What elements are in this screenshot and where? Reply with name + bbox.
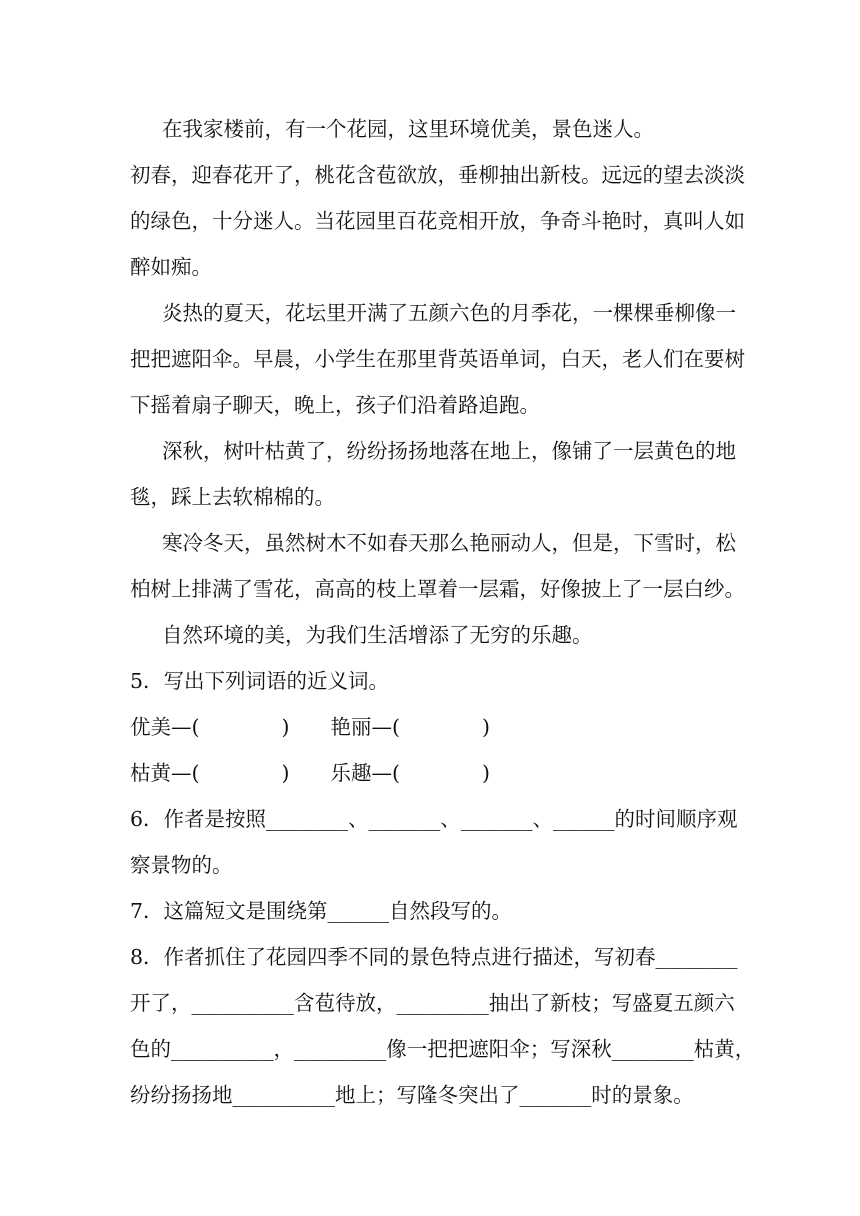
passage-line: 在我家楼前，有一个花园，这里环境优美，景色迷人。 bbox=[162, 117, 654, 141]
passage-line: 炎热的夏天，花坛里开满了五颜六色的月季花，一棵棵垂柳像一 bbox=[162, 301, 736, 325]
passage-line: 寒冷冬天，虽然树木不如春天那么艳丽动人，但是，下雪时，松 bbox=[162, 531, 736, 555]
question-8-line-3: 色的__________，_________像一把把遮阳伞；写深秋________枯黄， bbox=[130, 1037, 756, 1061]
passage-line: 的绿色，十分迷人。当花园里百花竞相开放，争奇斗艳时，真叫人如 bbox=[130, 209, 745, 233]
question-8-line-4: 纷纷扬扬地__________地上；写隆冬突出了_______时的景象。 bbox=[130, 1083, 694, 1107]
passage-line: 毯，踩上去软棉棉的。 bbox=[130, 485, 335, 509]
question-6-line-2: 察景物的。 bbox=[130, 853, 233, 877]
passage-line: 醉如痴。 bbox=[130, 255, 212, 279]
question-5-title: 5．写出下列词语的近义词。 bbox=[130, 669, 390, 693]
question-5-row-2: 枯黄—( ) 乐趣—( ) bbox=[130, 761, 490, 785]
question-5-row-1: 优美—( ) 艳丽—( ) bbox=[130, 715, 490, 739]
question-8-line-1: 8．作者抓住了花园四季不同的景色特点进行描述，写初春________ bbox=[130, 945, 738, 969]
passage-line: 初春，迎春花开了，桃花含苞欲放，垂柳抽出新枝。远远的望去淡淡 bbox=[130, 163, 745, 187]
passage-line: 把把遮阳伞。早晨，小学生在那里背英语单词，白天，老人们在要树 bbox=[130, 347, 745, 371]
question-8-line-2: 开了，__________含苞待放，_________抽出了新枝；写盛夏五颜六 bbox=[130, 991, 735, 1015]
passage-line: 深秋，树叶枯黄了，纷纷扬扬地落在地上，像铺了一层黄色的地 bbox=[162, 439, 736, 463]
passage-line: 自然环境的美，为我们生活增添了无穷的乐趣。 bbox=[162, 623, 593, 647]
passage-line: 柏树上排满了雪花，高高的枝上罩着一层霜，好像披上了一层白纱。 bbox=[130, 577, 745, 601]
passage-line: 下摇着扇子聊天，晚上，孩子们沿着路追跑。 bbox=[130, 393, 540, 417]
question-6-line-1: 6．作者是按照________、_______、_______、______的时间顺序观 bbox=[130, 807, 738, 831]
question-7: 7．这篇短文是围绕第______自然段写的。 bbox=[130, 899, 513, 923]
